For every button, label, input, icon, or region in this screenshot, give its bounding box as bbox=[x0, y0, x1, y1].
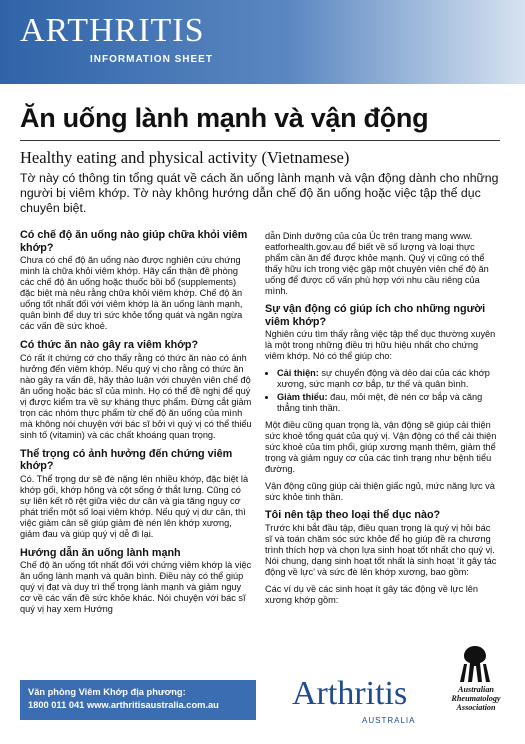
ara-logo bbox=[440, 642, 510, 732]
section-heading: Thể trọng có ảnh hưởng đến chứng viêm khớp? bbox=[20, 447, 233, 472]
page-title: Ăn uống lành mạnh và vận động bbox=[20, 103, 429, 133]
section-food-cause bbox=[20, 339, 252, 441]
benefit-list bbox=[265, 368, 497, 414]
section-heading: Có thức ăn nào gây ra viêm khớp? bbox=[20, 339, 199, 351]
header-title: ARTHRITIS bbox=[20, 12, 205, 49]
section-text: Một điều cũng quan trọng là, vận động sẽ giúp cải thiện sức khoẻ tổng quát của quý vị. Vận động có thể cải thiện sức khoẻ của tim phổi, giúp xương mạnh thêm, giảm thể trọng và giảm nguy cơ của các tình trạng như bệnh tiểu đường. bbox=[265, 420, 497, 474]
list-item: • Giảm thiểu: đau, mỏi mệt, đè nén cơ bắp và căng thẳng tinh thần. bbox=[277, 392, 497, 414]
local-office-box bbox=[20, 680, 256, 720]
section-text: Nghiên cứu tìm thấy rằng việc tập thể dục thường xuyên là một trong những điều trị hữu hiệu nhất cho chứng viêm khớp. Nó có thể giúp cho: bbox=[265, 329, 496, 361]
section-heading: Có chế độ ăn uống nào giúp chữa khỏi viêm khớp? bbox=[20, 229, 248, 254]
intro-paragraph: Tờ này có thông tin tổng quát về cách ăn uống lành mạnh và vận động dành cho những người bị viêm khớp. Tờ này không hướng dẫn chế độ ăn uống hoặc việc tập thể dục chuyên biệt. bbox=[20, 171, 499, 215]
office-contact[interactable]: 1800 011 041 www.arthritisaustralia.com.au bbox=[28, 700, 219, 710]
section-text: Các ví dụ về các sinh hoạt ít gây tác động về lực lên xương khớp gồm: bbox=[265, 583, 478, 605]
section-heading-exercise-type: Tôi nên tập theo loại thể dục nào? bbox=[265, 509, 441, 521]
section-weight bbox=[20, 448, 252, 540]
header-subtitle: INFORMATION SHEET bbox=[90, 54, 213, 65]
section-text: Chế độ ăn uống tốt nhất đối với chứng viêm khớp là việc ăn uống lành mạnh và quân bình. Điều này có thể giúp quý vị đạt và duy trì thể trọng lành mạnh và giảm nguy cơ về các vấn đề sức khỏe khác. Nói chuyện với bác sĩ quý vị hay xem Hướng bbox=[20, 560, 252, 614]
section-heading-activity: Sự vận động có giúp ích cho những người viêm khớp? bbox=[265, 303, 486, 328]
section-heading: Hướng dẫn ăn uống lành mạnh bbox=[20, 546, 181, 559]
section-healthy-eating bbox=[20, 547, 252, 616]
arthritis-australia-logo bbox=[292, 672, 422, 730]
left-column bbox=[20, 229, 252, 622]
office-label: Văn phòng Viêm Khớp địa phương: bbox=[28, 687, 186, 697]
section-text: Trước khi bắt đầu tập, điều quan trọng là quý vị hỏi bác sĩ và toán chăm sóc sức khỏe để họ giúp đề ra chương trình thích hợp và chọn lựa sinh hoạt tốt nhất cho quý vị. Nói chung, dạng sinh hoạt tốt nhất là sinh hoạt ‘ít gây tác động về lực’ và sức đè lên khớp xương, bao gồm: bbox=[265, 522, 497, 577]
header-banner bbox=[0, 0, 525, 84]
section-text: Có. Thể trọng dư sẽ đè nặng lên nhiều khớp, đặc biệt là khớp gối, khớp hông và cột sống ở thắt lưng. Cũng có sự liên kết rõ rệt giữa việc dư cân và gia tăng nguy cơ phát triển một số loại viêm khớp. Nếu quý vị dư cân, thì việc giảm cân sẽ giúp giảm đè nén lên khớp xương, giảm đau và giúp quý vị dễ đi lại. bbox=[20, 473, 249, 539]
continuation-text: dẫn Dinh dưỡng của của Úc trên trang mạng www. eatforhealth.gov.au để biết về số lượng và loại thực phẩm cần ăn để được khỏe mạnh. Quý vị cũng có thể thấy hữu ích trong việc gặp một chuyên viên chế độ ăn uống để được cố vấn phù hợp với nhu cầu riêng của mình. bbox=[265, 231, 489, 296]
section-text: Vận động cũng giúp cải thiện giấc ngủ, mức năng lực và sức khỏe tinh thần. bbox=[265, 481, 495, 502]
ara-emblem-icon bbox=[440, 642, 510, 687]
section-diet-cure bbox=[20, 229, 252, 332]
title-divider bbox=[20, 140, 500, 141]
logo-text: Arthritis bbox=[292, 675, 408, 712]
right-column bbox=[265, 231, 497, 612]
section-text: Chưa có chế độ ăn uống nào được nghiên cứu chứng minh là chữa khỏi viêm khớp. Hãy cẩn thận đề phòng các chế độ ăn uống hoặc thuốc bồi bổ (supplements) đặc biệt mà nêu rằng chữa khỏi viêm khớp. Chế độ ăn uống tốt nhất đối với viêm khớp là ăn uống lành mạnh, quân bình để duy trì sức khỏe tổng quát và ngăn ngừa các vấn đề sức khoẻ. bbox=[20, 255, 243, 331]
page-subtitle: Healthy eating and physical activity (Vietnamese) bbox=[20, 148, 350, 167]
list-item: • Cải thiện: sự chuyển động và dẻo dai của các khớp xương, sức mạnh cơ bắp, tư thế và quân bình. bbox=[277, 368, 497, 390]
section-text: Có rất ít chứng cớ cho thấy rằng có thức ăn nào có ảnh hưởng đến viêm khớp. Nếu quý vị cho rằng có thức ăn nào gây ra vấn đề, hãy thảo luận với chuyên viên chế độ ăn uống hoặc bác sĩ của mình. Họ có thể đề nghị để quý vị được kiểm tra về sự kháng thực phẩm. Đừng cắt giảm trọn các nhóm thực phẩm từ chế độ ăn uống của mình mà không nói chuyện với bác sĩ bởi vì quý vị có thể thiếu sinh tố (vitamin) và các chất khoáng quan trọng. bbox=[20, 352, 252, 440]
logo-subtext: AUSTRALIA bbox=[362, 716, 416, 725]
ara-text: Australian Rheumatology Association bbox=[451, 685, 501, 712]
